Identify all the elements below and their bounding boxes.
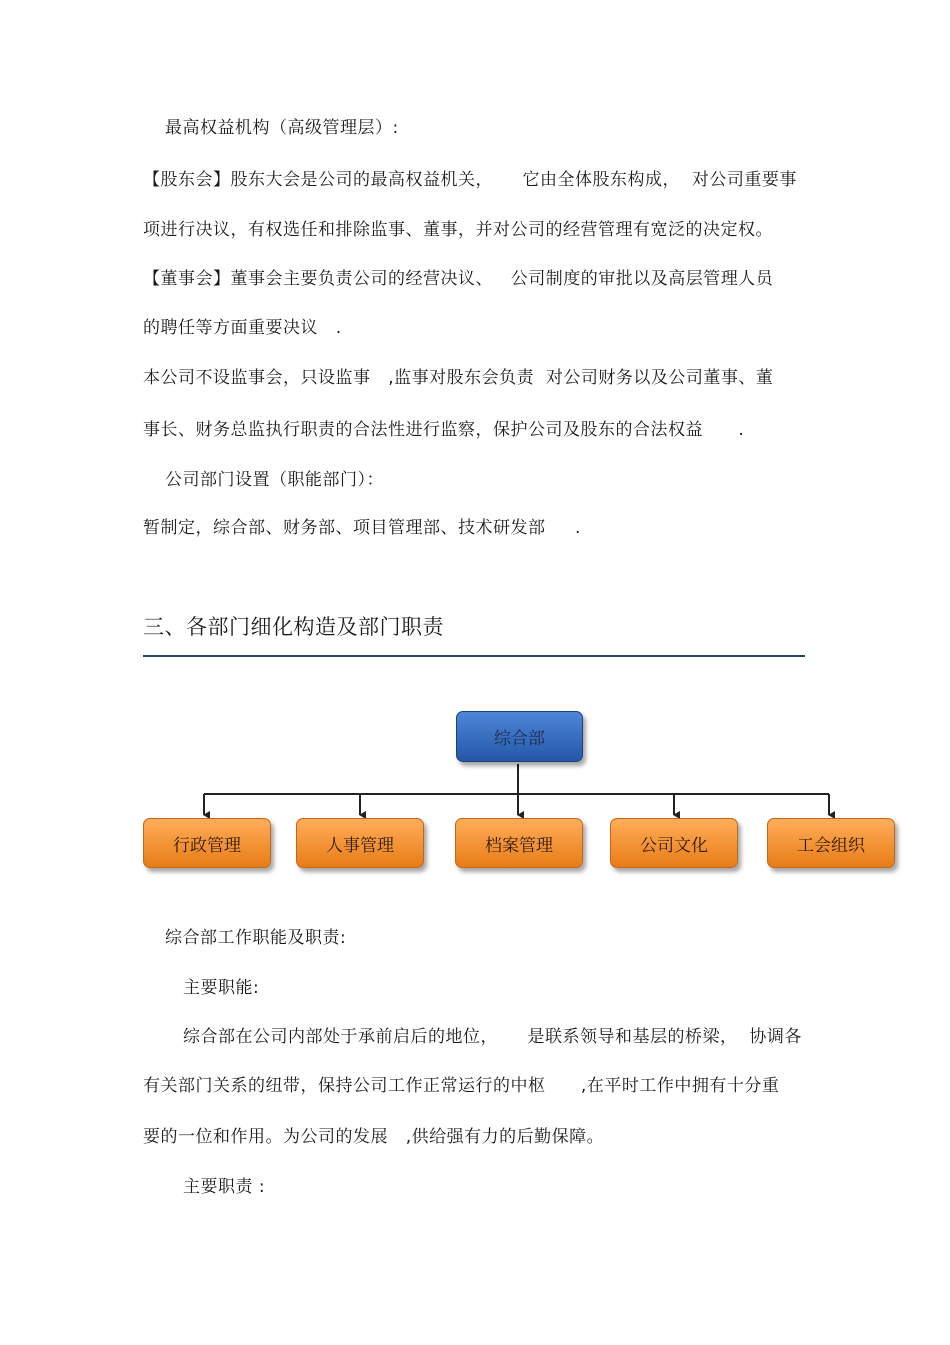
- functions-text-line-2: 有关部门关系的纽带，保持公司工作正常运行的中枢 ,在平时工作中拥有十分重: [143, 1076, 780, 1096]
- section-divider: [143, 655, 805, 657]
- governance-title: 最高权益机构（高级管理层）:: [165, 118, 399, 138]
- dept-list-text: 暂制定，综合部、财务部、项目管理部、技术研发部 .: [143, 518, 581, 538]
- functions-text-line-1: 综合部在公司内部处于承前启后的地位， 是联系领导和基层的桥梁， 协调各: [183, 1027, 802, 1047]
- functions-text-line-3: 要的一位和作用。为公司的发展 ,供给强有力的后勤保障。: [143, 1127, 605, 1147]
- org-root-node: 综合部: [456, 711, 583, 762]
- section-heading: 三、各部门细化构造及部门职责: [143, 615, 444, 639]
- dept-setup-title: 公司部门设置（职能部门）：: [165, 470, 384, 490]
- org-child-node-5: 工会组织: [767, 818, 895, 868]
- board-text-line-2: 的聘任等方面重要决议 .: [143, 318, 342, 338]
- supervisor-text-line-1: 本公司不设监事会，只设监事 ,监事对股东会负责 对公司财务以及公司董事、董: [143, 368, 774, 388]
- board-text-line-1: 【董事会】董事会主要负责公司的经营决议、 公司制度的审批以及高层管理人员: [143, 269, 774, 289]
- general-dept-title: 综合部工作职能及职责:: [165, 928, 347, 948]
- shareholders-text-line-2: 项进行决议，有权选任和排除监事、董事，并对公司的经营管理有宽泛的决定权。: [143, 220, 773, 240]
- org-child-node-3: 档案管理: [455, 818, 583, 868]
- supervisor-text-line-2: 事长、财务总监执行职责的合法性进行监察，保护公司及股东的合法权益 .: [143, 420, 745, 440]
- org-child-node-1: 行政管理: [143, 818, 271, 868]
- duties-label: 主要职责 :: [183, 1177, 266, 1197]
- org-child-node-2: 人事管理: [296, 818, 424, 868]
- org-child-node-4: 公司文化: [610, 818, 738, 868]
- functions-label: 主要职能:: [183, 978, 260, 998]
- shareholders-text-line-1: 【股东会】股东大会是公司的最高权益机关， 它由全体股东构成， 对公司重要事: [143, 170, 797, 190]
